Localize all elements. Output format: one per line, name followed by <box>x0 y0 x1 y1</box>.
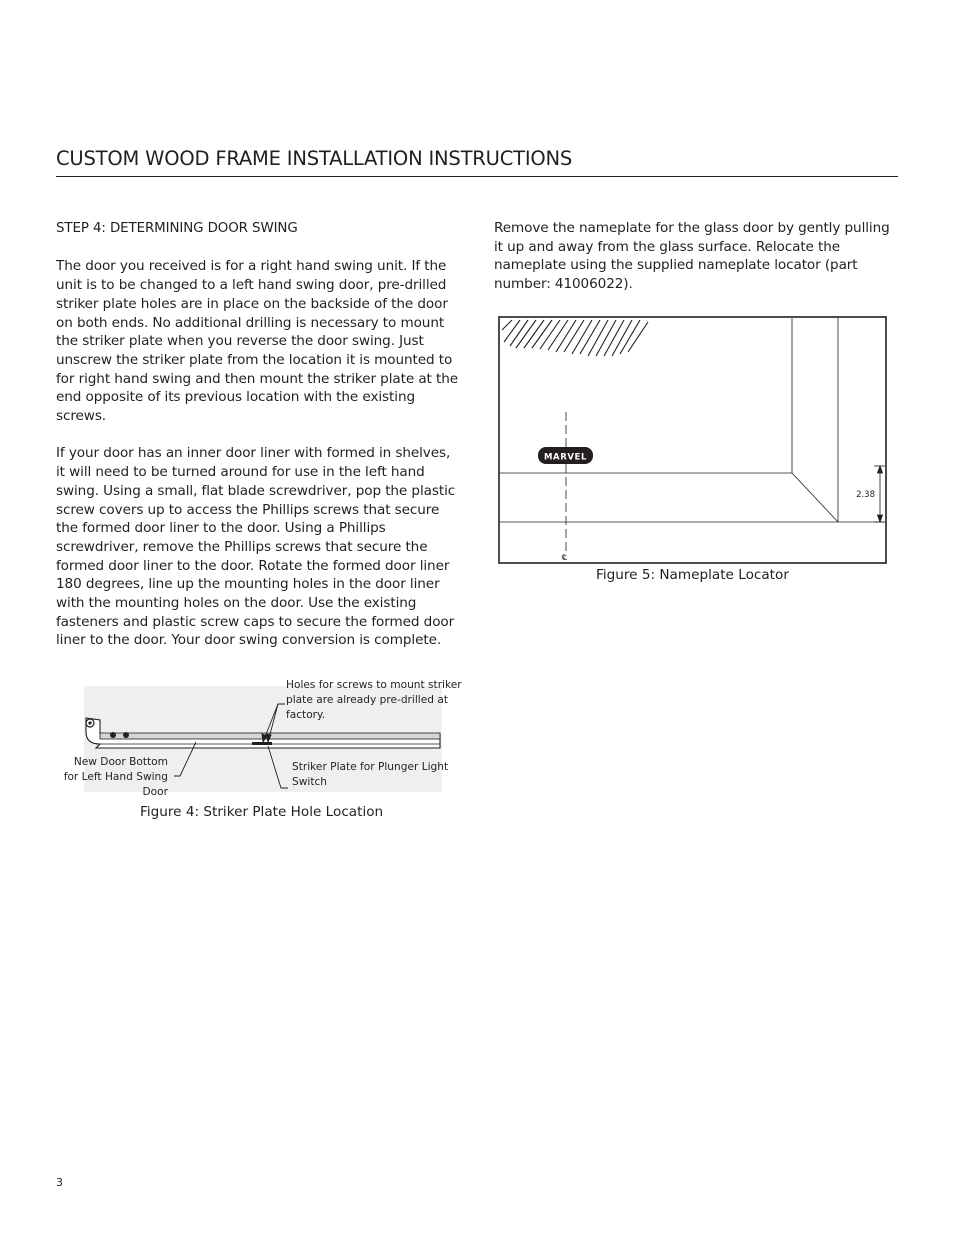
figure-5-caption: Figure 5: Nameplate Locator <box>596 567 789 583</box>
paragraph-door-swing: The door you received is for a right hand swing unit. If the unit is to be changed to a left hand swing door, pre-drilled striker plate holes are in place on the backside of the door on both ends. No additional drilling is necessary to mount the striker plate when you reverse the door swing. Just unscrew the striker plate from the location it is mounted to for right hand swing and then mount the striker plate at the end opposite of its previous location with the existing screws. <box>56 258 459 425</box>
page-number: 3 <box>56 1176 63 1189</box>
left-column <box>56 220 460 669</box>
page-title: CUSTOM WOOD FRAME INSTALLATION INSTRUCTIONS <box>56 147 573 170</box>
paragraph-door-liner: If your door has an inner door liner with formed in shelves, it will need to be turned around for use in the left hand swing. Using a small, flat blade screwdriver, pop the plastic screw covers up to access the Phillips screws that secure the formed door liner to the door. Using a Phillips screwdriver, remove the Phillips screws that secure the formed door liner to the door. Rotate the formed door liner 180 degrees, line up the mounting holes in the door liner with the mounting holes on the door. Use the existing fasteners and plastic screw caps to secure the formed door liner to the door. Your door swing conversion is complete. <box>56 445 456 649</box>
marvel-logo-icon <box>538 447 593 464</box>
callout-predrilled-holes: Holes for screws to mount striker plate are already pre-drilled at factory. <box>286 679 462 721</box>
paragraph-nameplate: Remove the nameplate for the glass door by gently pulling it up and away from the glass surface. Relocate the nameplate using the supplied nameplate locator (part number: 41006022). <box>494 220 890 293</box>
centerline-mark: ℄ <box>562 553 568 562</box>
right-column <box>494 219 894 294</box>
striker-plate <box>252 742 272 745</box>
title-divider <box>56 176 898 177</box>
screw-hole-icon <box>110 732 116 738</box>
screw-hole-icon <box>123 732 129 738</box>
nameplate-locator-figure <box>498 316 887 564</box>
figure-4-caption: Figure 4: Striker Plate Hole Location <box>140 804 384 820</box>
step-heading: STEP 4: DETERMINING DOOR SWING <box>56 221 298 236</box>
callout-striker-plate: Striker Plate for Plunger Light Switch <box>292 761 449 788</box>
dimension-label: 2.38 <box>856 490 875 500</box>
logo-text: MARVEL <box>544 452 587 463</box>
callout-new-door-bottom: New Door Bottom for Left Hand Swing Door <box>63 756 168 798</box>
